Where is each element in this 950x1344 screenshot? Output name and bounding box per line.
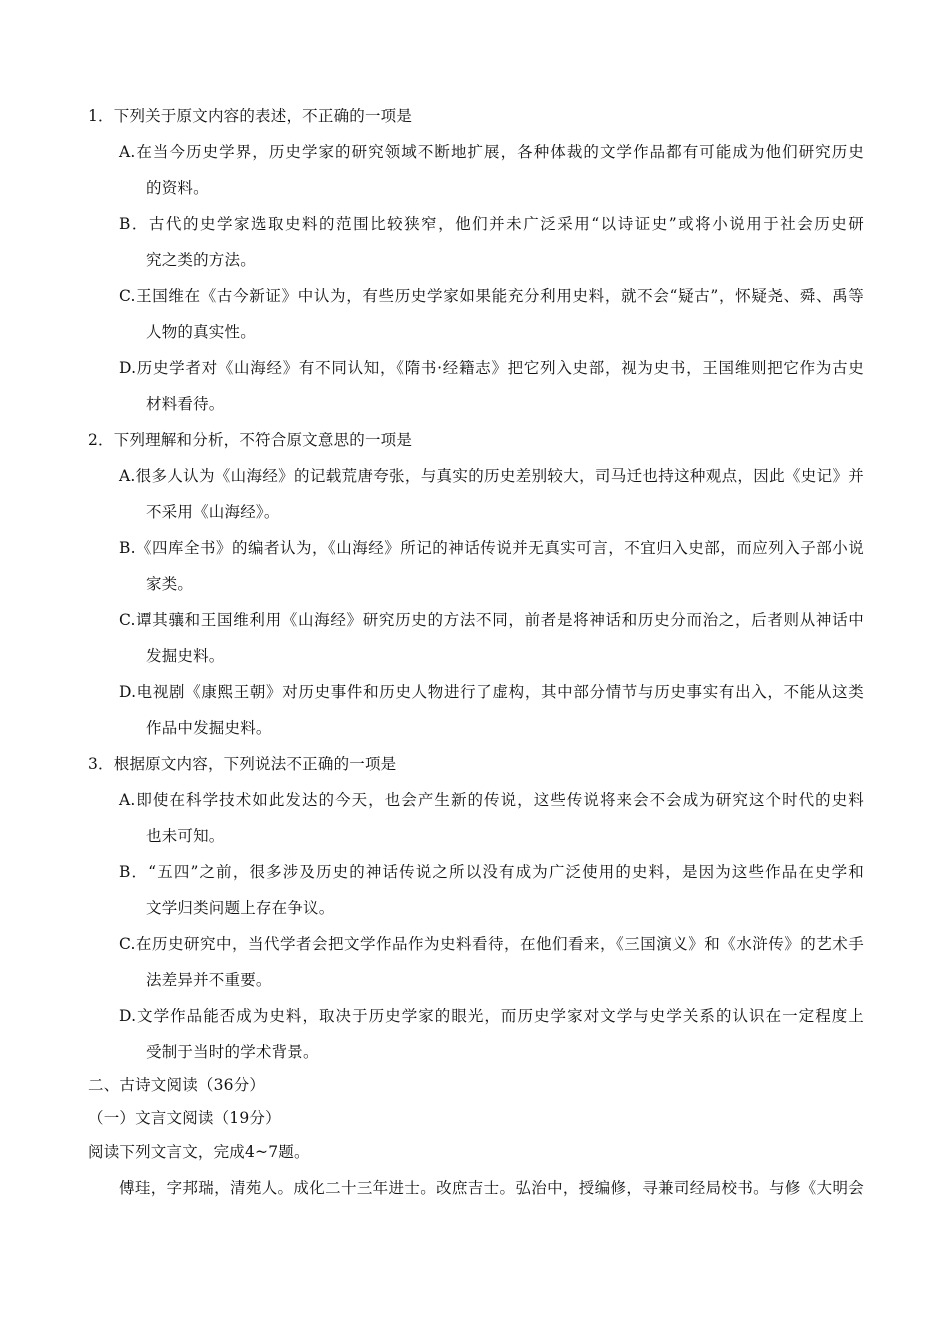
question-1-option-b: B．古代的史学家选取史料的范围比较狭窄，他们并未广泛采用“以诗证史”或将小说用于社会历史研 <box>119 215 864 233</box>
question-2-option-b-cont: 家类。 <box>146 575 194 593</box>
question-3-option-c: C.在历史研究中，当代学者会把文学作品作为史料看待，在他们看来，《三国演义》和《水浒传》的艺术手 <box>119 935 864 953</box>
question-3-option-c-cont: 法差异并不重要。 <box>146 971 272 989</box>
question-1-option-a-cont: 的资料。 <box>146 179 209 197</box>
passage-paragraph: 傅珪，字邦瑞，清苑人。成化二十三年进士。改庶吉士。弘治中，授编修，寻兼司经局校书。与修《大明会 <box>119 1179 864 1197</box>
question-3-option-d-cont: 受制于当时的学术背景。 <box>146 1043 319 1061</box>
question-2-stem: 2．下列理解和分析，不符合原文意思的一项是 <box>88 431 413 449</box>
question-2-option-a-cont: 不采用《山海经》。 <box>146 503 280 521</box>
question-1-option-c: C.王国维在《古今新证》中认为，有些历史学家如果能充分利用史料，就不会“疑古”，怀疑尧、舜、禹等 <box>119 287 864 305</box>
question-1-option-c-cont: 人物的真实性。 <box>146 323 256 341</box>
question-3-option-b: B．“五四”之前，很多涉及历史的神话传说之所以没有成为广泛使用的史料，是因为这些作品在史学和 <box>119 863 864 881</box>
question-3-stem: 3．根据原文内容，下列说法不正确的一项是 <box>88 755 397 773</box>
question-3-option-a: A.即使在科学技术如此发达的今天，也会产生新的传说，这些传说将来会不会成为研究这个时代的史料 <box>119 791 864 809</box>
question-1-option-d-cont: 材料看待。 <box>146 395 225 413</box>
section-subheading: （一）文言文阅读（19分） <box>88 1109 281 1127</box>
question-1-option-d: D.历史学者对《山海经》有不同认知，《隋书·经籍志》把它列入史部，视为史书，王国维则把它作为古史 <box>119 359 864 377</box>
question-1-stem: 1．下列关于原文内容的表述，不正确的一项是 <box>88 107 413 125</box>
question-1-option-a: A.在当今历史学界，历史学家的研究领域不断地扩展，各种体裁的文学作品都有可能成为他们研究历史 <box>119 143 864 161</box>
question-3-option-b-cont: 文学归类问题上存在争议。 <box>146 899 335 917</box>
question-3-option-d: D.文学作品能否成为史料，取决于历史学家的眼光，而历史学家对文学与史学关系的认识在一定程度上 <box>119 1007 864 1025</box>
question-1-option-b-cont: 究之类的方法。 <box>146 251 256 269</box>
section-heading: 二、古诗文阅读（36分） <box>88 1076 266 1094</box>
reading-instruction: 阅读下列文言文，完成4~7题。 <box>88 1143 310 1161</box>
question-2-option-b: B.《四库全书》的编者认为，《山海经》所记的神话传说并无真实可言，不宜归入史部，而应列入子部小说 <box>119 539 864 557</box>
question-2-option-d: D.电视剧《康熙王朝》对历史事件和历史人物进行了虚构，其中部分情节与历史事实有出入，不能从这类 <box>119 683 864 701</box>
question-2-option-d-cont: 作品中发掘史料。 <box>146 719 272 737</box>
question-2-option-c-cont: 发掘史料。 <box>146 647 225 665</box>
question-2-option-a: A.很多人认为《山海经》的记载荒唐夸张，与真实的历史差别较大，司马迁也持这种观点，因此《史记》并 <box>119 467 864 485</box>
question-2-option-c: C.谭其骧和王国维利用《山海经》研究历史的方法不同，前者是将神话和历史分而治之，后者则从神话中 <box>119 611 864 629</box>
question-3-option-a-cont: 也未可知。 <box>146 827 225 845</box>
